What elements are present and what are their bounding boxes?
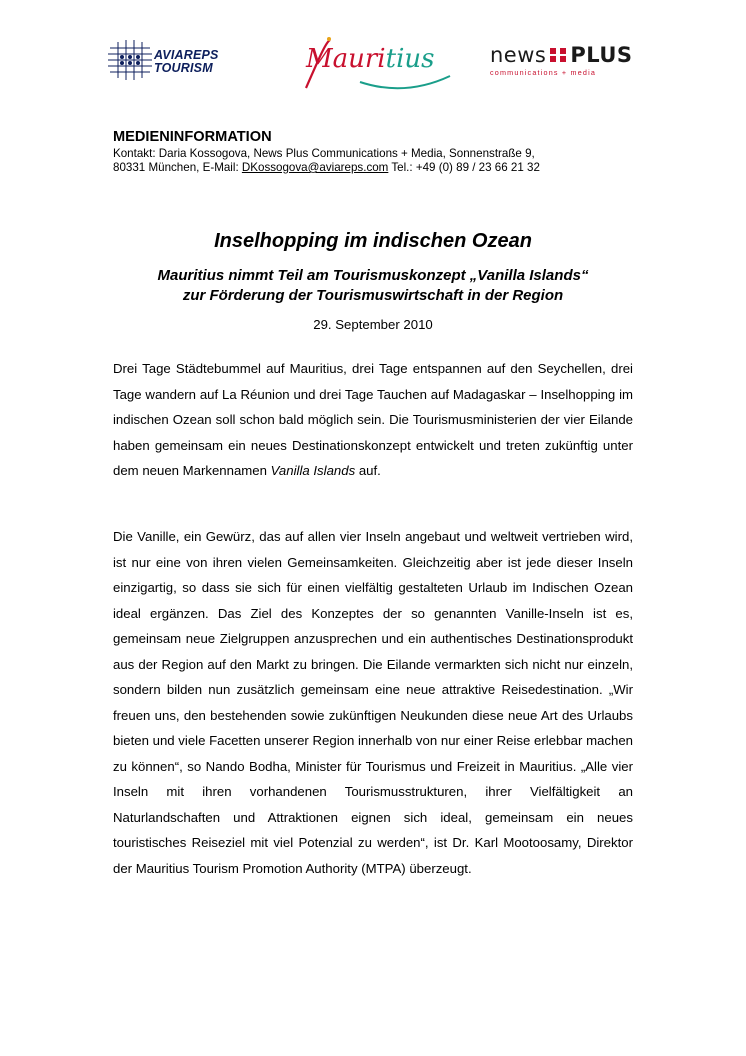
- newsplus-dots-icon: [549, 47, 567, 63]
- paragraph-2: Die Vanille, ein Gewürz, das auf allen vier Inseln angebaut und weltweit vertrieben wird, ist nur eine von ihren vielen Gemeinsamkeiten. Gleichzeitig aber ist jede dieser Inseln einzigartig, so dass sie sich für einen vielfältig gestalteten Urlaub im Indischen Ozean ideal ergänzen. Das Ziel des Konzeptes der so genannten Vanille-Inseln ist es, gemeinsam neue Zielgruppen anzusprechen und ein authentisches Destinationsprodukt aus der Region auf den Markt zu bringen. Die Eilande vermarkten sich nicht nur einzeln, sondern bilden nun zusätzlich gemeinsam eine neue attraktive Reisedestination. „Wir freuen uns, den bestehenden sowie zukünftigen Neukunden diese neue Art des Urlaubs bieten und viele Facetten unserer Region innerhalb von nur einer Reise erlebbar machen zu können“, so Nando Bodha, Minister für Tourismus und Freizeit in Mauritius. „Alle vier Inseln mit ihren vorhandenen Tourismusstrukturen, ihrer Vielfältigkeit an Naturlandschaften und Attraktionen eignen sich ideal, gemeinsam ein neues touristisches Reiseziel mit viel Potenzial zu werden“, ist Dr. Karl Mootoosamy, Direktor der Mauritius Tourism Promotion Authority (MTPA) überzeugt.: [113, 529, 633, 876]
- paragraph-1-text: Drei Tage Städtebummel auf Mauritius, drei Tage entspannen auf den Seychellen, drei Tage wandern auf La Réunion und drei Tage Tauchen auf Madagaskar – Inselhopping im indischen Ozean soll schon bald möglich sein. Die Tourismusministerien der vier Eilande haben gemeinsam ein neues Destinationskonzept entwickelt und treten zukünftig unter dem neuen Markennamen: [113, 361, 633, 478]
- newsplus-word2: PLUS: [570, 43, 633, 67]
- newsplus-wordmark: [490, 44, 640, 66]
- contact-line2: [113, 161, 653, 175]
- paragraph-1: [113, 356, 633, 484]
- document-title: MEDIENINFORMATION: [113, 129, 272, 145]
- aviareps-line2: TOURISM: [154, 61, 213, 75]
- subheadline-line2: zur Förderung der Tourismuswirtschaft in der Region: [182, 287, 564, 304]
- aviareps-wordmark: [154, 49, 219, 75]
- mauritius-wordmark-b: tius: [385, 44, 435, 74]
- logo-bar: [108, 36, 638, 96]
- mauritius-wordmark: [306, 44, 434, 74]
- paragraph-1-end: auf.: [355, 463, 381, 478]
- contact-block: [113, 147, 653, 175]
- headline: Inselhopping im indischen Ozean: [214, 230, 532, 252]
- contact-line1: Kontakt: Daria Kossogova, News Plus Communications + Media, Sonnenstraße 9,: [113, 147, 535, 160]
- mauritius-logo: [300, 36, 460, 92]
- newsplus-tagline: communications + media: [490, 68, 597, 77]
- subheadline-line1: Mauritius nimmt Teil am Tourismuskonzept „Vanilla Islands“: [157, 267, 589, 284]
- newsplus-word1: news: [490, 43, 547, 67]
- email-link[interactable]: DKossogova@aviareps.com: [241, 161, 389, 174]
- mauritius-wordmark-a: Mauri: [306, 44, 386, 74]
- press-date: 29. September 2010: [313, 317, 433, 332]
- brand-name-italic: Vanilla Islands: [270, 463, 356, 478]
- contact-line2-prefix: 80331 München, E-Mail:: [113, 161, 242, 174]
- newsplus-logo: [490, 44, 640, 84]
- aviareps-logo: [108, 40, 278, 80]
- globe-grid-icon: [108, 40, 152, 80]
- aviareps-line1: AVIAREPS: [154, 48, 219, 62]
- subheadline: [0, 266, 746, 306]
- contact-line2-suffix: Tel.: +49 (0) 89 / 23 66 21 32: [388, 161, 540, 174]
